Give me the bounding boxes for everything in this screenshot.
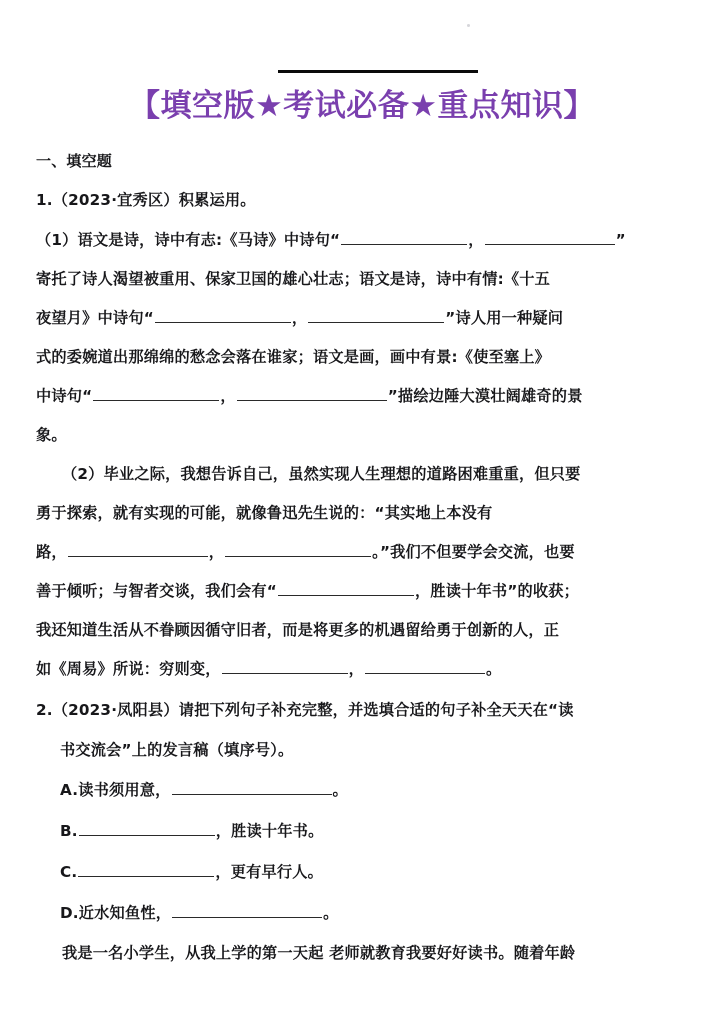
text-line xyxy=(36,650,724,689)
text-run: 勇于探索，就有实现的可能，就像鲁迅先生说的：“其实地上本没有 xyxy=(36,504,493,522)
text-line xyxy=(36,416,724,455)
answer-blank[interactable] xyxy=(222,657,348,674)
answer-blank[interactable] xyxy=(68,540,208,557)
page-title: 【填空版★考试必备★重点知识】 xyxy=(128,88,596,124)
text-run: 中诗句“ xyxy=(36,387,93,405)
question-2 xyxy=(0,689,724,973)
document-body xyxy=(0,143,724,973)
text-run: 式的委婉道出那绵绵的愁念会落在谁家；语文是画，画中有景:《使至塞上》 xyxy=(36,348,551,366)
question-2-passage-line: 我是一名小学生，从我上学的第一天起 老师就教育我要好好读书。随着年龄 xyxy=(62,944,576,962)
text-run: ， xyxy=(220,387,236,405)
option-b xyxy=(60,811,724,852)
text-run: ， xyxy=(468,231,484,249)
text-run: ，胜读十年书。 xyxy=(215,822,324,840)
option-d xyxy=(60,893,724,934)
scan-artifact-dot xyxy=(467,24,470,27)
title-horizontal-rule xyxy=(278,70,478,73)
answer-blank[interactable] xyxy=(485,228,615,245)
text-run: 。 xyxy=(332,781,348,799)
option-a xyxy=(60,770,724,811)
answer-blank[interactable] xyxy=(93,384,219,401)
text-line xyxy=(36,377,724,416)
text-run: ， xyxy=(208,543,225,561)
question-1-subitem-1 xyxy=(0,221,724,455)
text-run: B. xyxy=(60,822,78,840)
text-run: 。 xyxy=(323,904,339,922)
text-run: （2）毕业之际，我想告诉自己，虽然实现人生理想的道路困难重重，但只要 xyxy=(62,465,581,483)
text-run: 我还知道生活从不眷顾因循守旧者，而是将更多的机遇留给勇于创新的人，正 xyxy=(36,621,560,639)
text-run: （1）语文是诗，诗中有志:《马诗》中诗句“ xyxy=(36,231,341,249)
text-run: ”描绘边陲大漠壮阔雄奇的景 xyxy=(387,387,583,405)
text-run: 。 xyxy=(486,660,502,678)
text-run: ， xyxy=(348,660,365,678)
answer-blank[interactable] xyxy=(341,228,467,245)
text-run: ， xyxy=(291,309,308,327)
question-1-heading: 1.（2023·宜秀区）积累运用。 xyxy=(36,191,256,209)
answer-blank[interactable] xyxy=(172,901,322,918)
text-run: 寄托了诗人渴望被重用、保家卫国的雄心壮志；语文是诗，诗中有情:《十五 xyxy=(36,270,551,288)
text-line xyxy=(36,533,724,572)
text-run: D.近水知鱼性， xyxy=(60,904,172,922)
text-run: ”诗人用一种疑问 xyxy=(445,309,564,327)
text-run: A.读书须用意， xyxy=(60,781,171,799)
text-run: ” xyxy=(615,231,626,249)
text-run: 象。 xyxy=(36,426,67,444)
text-line xyxy=(36,338,724,377)
question-1-subitem-2 xyxy=(0,455,724,689)
text-run: 夜望月》中诗句“ xyxy=(36,309,154,327)
answer-blank[interactable] xyxy=(78,860,214,877)
text-line xyxy=(62,455,724,494)
answer-blank[interactable] xyxy=(308,306,444,323)
answer-blank[interactable] xyxy=(225,540,371,557)
question-2-heading-wrap: 书交流会”上的发言稿（填序号）。 xyxy=(60,741,294,759)
answer-blank[interactable] xyxy=(365,657,485,674)
answer-blank[interactable] xyxy=(278,579,414,596)
text-line xyxy=(36,260,724,299)
question-2-heading: 2.（2023·凤阳县）请把下列句子补充完整，并选填合适的句子补全天天在“读 xyxy=(36,701,574,719)
answer-blank[interactable] xyxy=(79,819,215,836)
text-line xyxy=(36,611,724,650)
answer-blank[interactable] xyxy=(237,384,387,401)
text-run: 善于倾听；与智者交谈，我们会有“ xyxy=(36,582,277,600)
text-run: C. xyxy=(60,863,78,881)
text-run: 如《周易》所说：穷则变， xyxy=(36,660,221,678)
text-line xyxy=(36,221,724,260)
option-c xyxy=(60,852,724,893)
text-line xyxy=(36,299,724,338)
section-heading-fill-in-blank: 一、填空题 xyxy=(36,152,113,170)
text-run: 路， xyxy=(36,543,67,561)
text-run: ，更有早行人。 xyxy=(215,863,324,881)
answer-blank[interactable] xyxy=(155,306,291,323)
text-run: ，胜读十年书”的收获； xyxy=(415,582,580,600)
text-line xyxy=(36,572,724,611)
answer-blank[interactable] xyxy=(172,778,332,795)
text-run: 。”我们不但要学会交流，也要 xyxy=(372,543,575,561)
text-line xyxy=(36,494,724,533)
